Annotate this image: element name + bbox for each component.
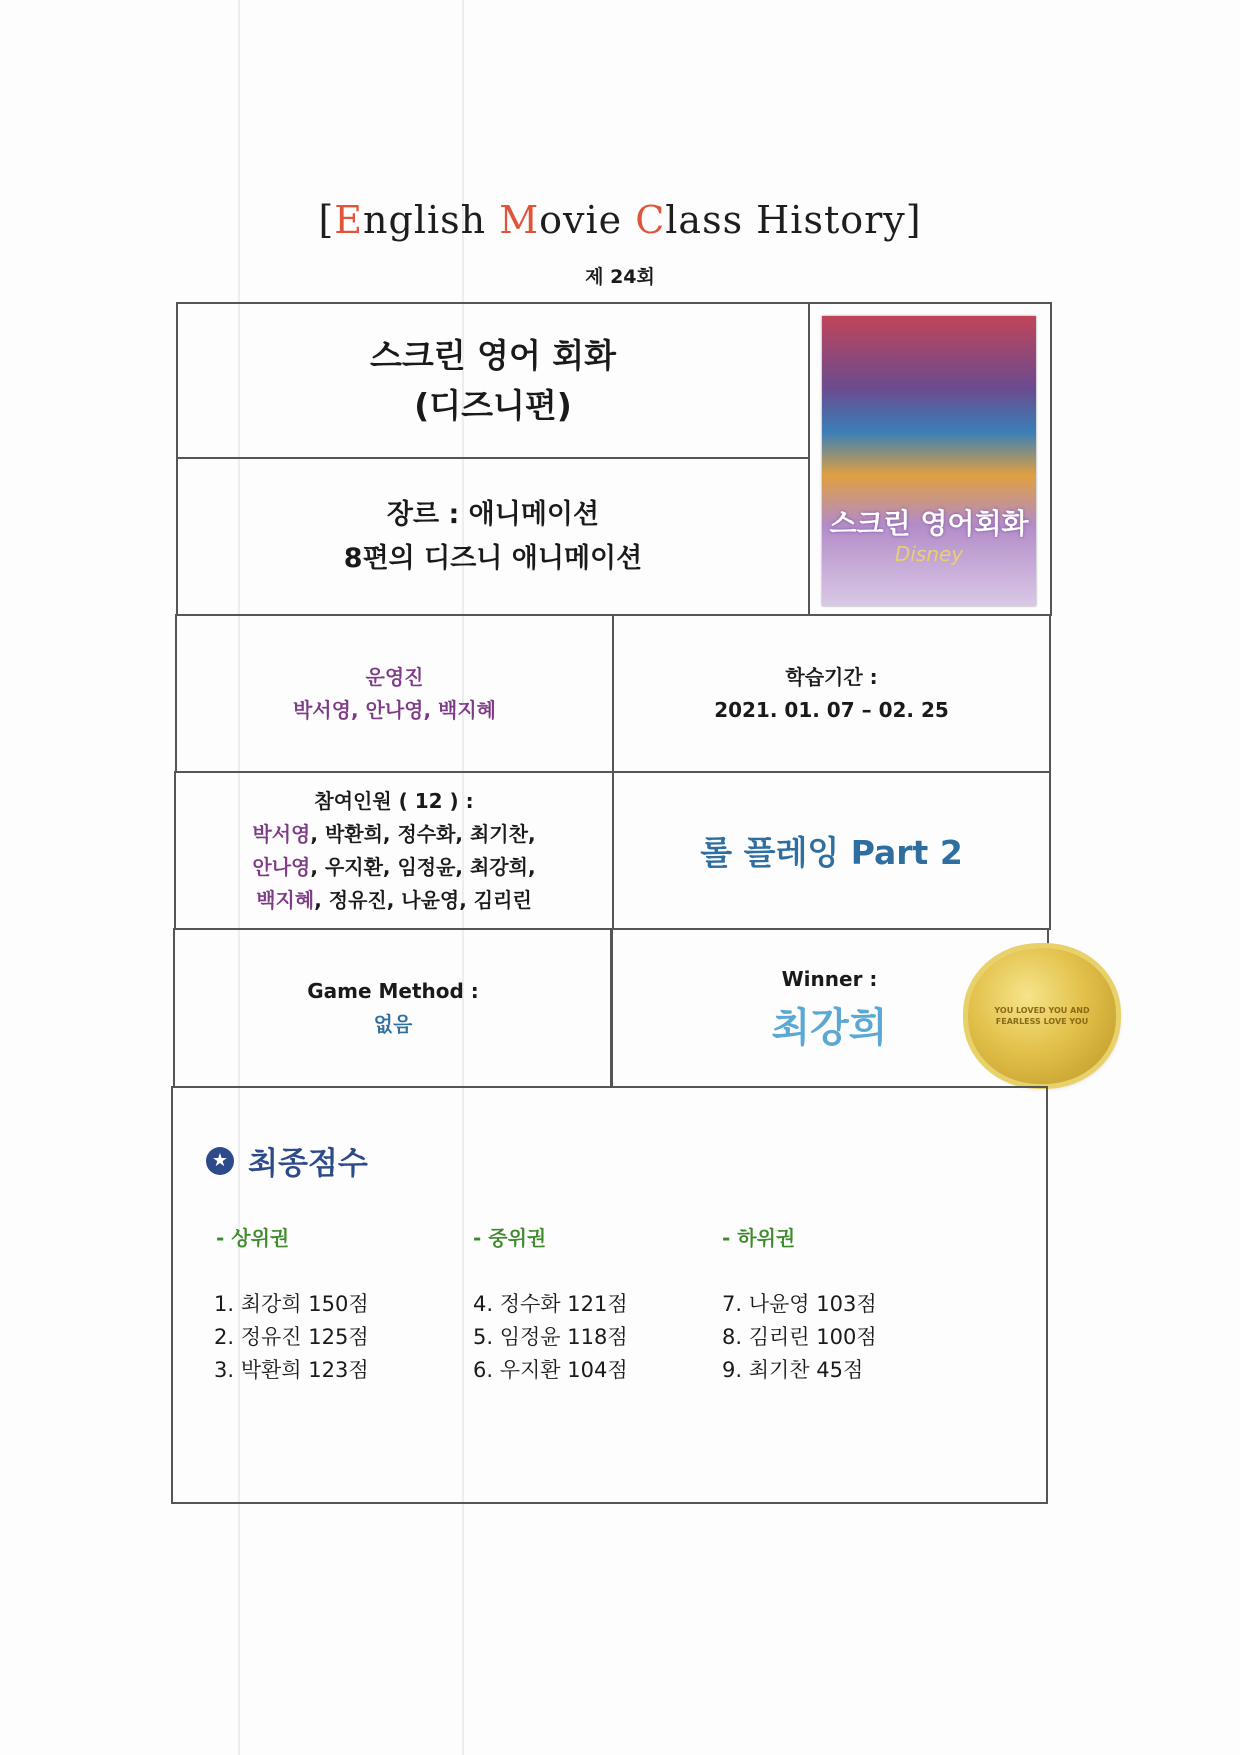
game-method-value: 없음	[373, 1012, 413, 1036]
participants-row: 안나영, 우지환, 임정윤, 최강희,	[252, 854, 536, 879]
star-icon: ★	[206, 1147, 234, 1175]
score-item: 3. 박환희 123점	[214, 1358, 369, 1382]
participants-label: 참여인원 ( 12 ) :	[314, 788, 474, 813]
episode-number: 제 24회	[585, 266, 655, 288]
score-list-top	[214, 1288, 369, 1387]
participants-cell	[174, 771, 614, 930]
book-description: 8편의 디즈니 애니메이션	[343, 542, 643, 574]
score-item: 4. 정수화 121점	[473, 1292, 628, 1316]
tier-label-bottom: - 하위권	[722, 1226, 796, 1250]
book-subtitle: (디즈니편)	[414, 385, 572, 425]
tier-label-middle: - 중위권	[473, 1226, 547, 1250]
cover-brand: Disney	[894, 542, 964, 566]
activity-cell	[612, 771, 1051, 930]
winner-name: 최강희	[771, 1005, 888, 1051]
score-item: 6. 우지환 104점	[473, 1358, 628, 1382]
staff-names: 박서영, 안나영, 백지혜	[292, 697, 496, 722]
game-method-cell	[173, 928, 613, 1088]
page-title: [English Movie Class History]	[318, 198, 922, 242]
participants-row: 백지혜, 정유진, 나윤영, 김리린	[256, 887, 532, 912]
book-cover-image	[822, 316, 1036, 606]
gold-seal-sticker	[968, 948, 1116, 1084]
score-item: 2. 정유진 125점	[214, 1325, 369, 1349]
score-list-bottom	[722, 1288, 877, 1387]
game-method-label: Game Method :	[307, 979, 479, 1003]
book-title: 스크린 영어 회화	[369, 335, 617, 375]
winner-label: Winner :	[781, 967, 878, 991]
score-item: 8. 김리린 100점	[722, 1325, 877, 1349]
score-item: 7. 나윤영 103점	[722, 1292, 877, 1316]
book-title-cell	[176, 302, 810, 459]
score-list-middle	[473, 1288, 628, 1387]
score-item: 5. 임정윤 118점	[473, 1325, 628, 1349]
period-value: 2021. 01. 07 – 02. 25	[714, 697, 949, 722]
genre-cell	[176, 457, 810, 616]
period-label: 학습기간 :	[785, 664, 878, 689]
staff-label: 운영진	[365, 664, 424, 689]
period-cell	[612, 614, 1051, 773]
tier-label-top: - 상위권	[216, 1226, 290, 1250]
scores-heading: ★ 최종점수	[206, 1138, 368, 1183]
seal-text: YOU LOVED YOU AND FEARLESS LOVE YOU	[994, 1006, 1090, 1026]
cover-title: 스크린 영어회화	[829, 507, 1029, 540]
participants-row: 박서영, 박환희, 정수화, 최기찬,	[252, 821, 536, 846]
staff-cell	[175, 614, 614, 773]
score-item: 1. 최강희 150점	[214, 1292, 369, 1316]
genre: 장르 : 애니메이션	[386, 498, 600, 530]
score-item: 9. 최기찬 45점	[722, 1358, 864, 1382]
activity-title: 롤 플레잉 Part 2	[700, 833, 963, 872]
